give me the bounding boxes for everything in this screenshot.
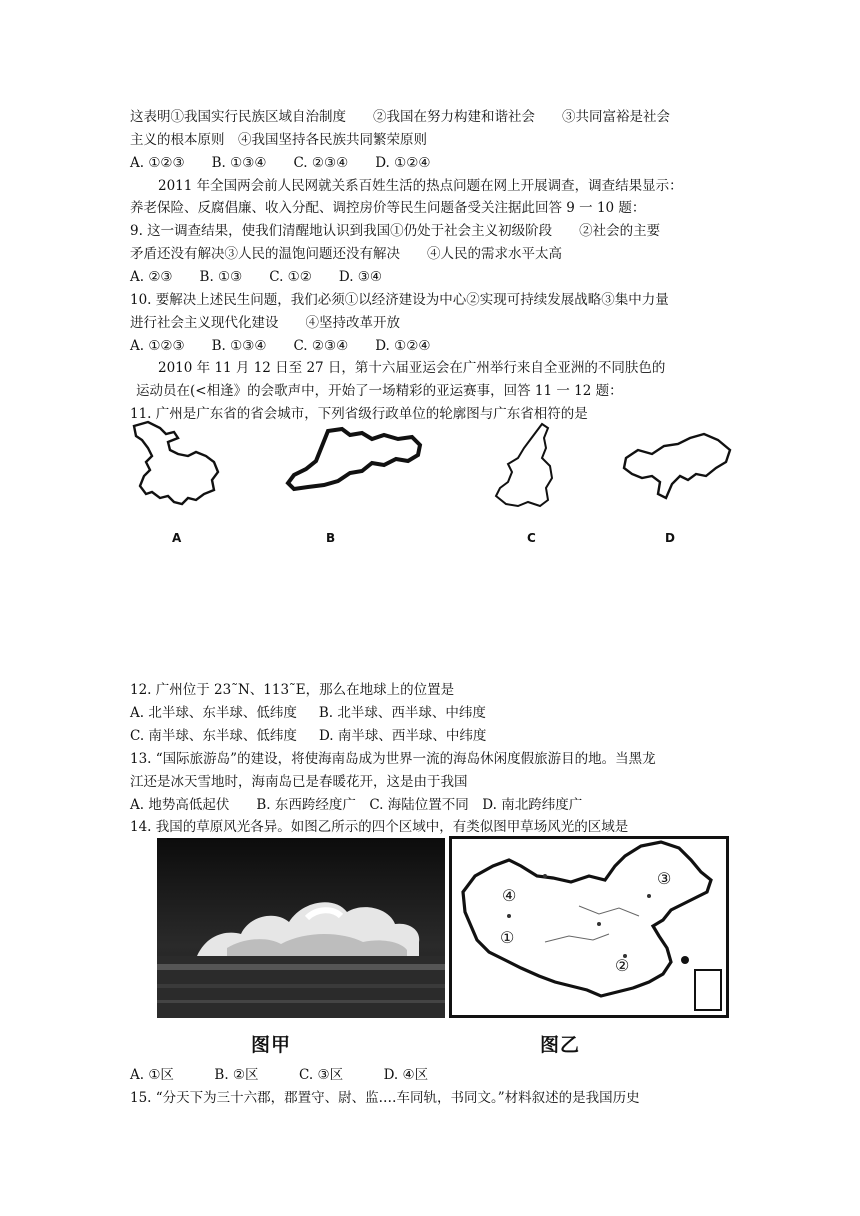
option-d: D. 南半球、西半球、中纬度: [318, 728, 487, 744]
figure-caption-right: 图乙: [540, 1034, 581, 1056]
map-marker-2: ②: [615, 956, 630, 975]
outline-label-b: B: [326, 531, 336, 545]
china-region-map: [449, 836, 729, 1018]
province-outline-a: [130, 420, 230, 510]
province-outline-b: [280, 425, 430, 500]
map-marker-3: ③: [657, 869, 672, 888]
province-outline-d: [618, 428, 738, 508]
option-c: C. 南半球、东半球、低纬度: [130, 728, 297, 744]
text-line: 养老保险、反腐倡廉、收入分配、调控房价等民生问题备受关注据此回答 9 一 10 题：: [130, 200, 646, 216]
outline-label-c: C: [527, 531, 536, 545]
question-14: 14. 我国的草原风光各异。如图乙所示的四个区域中，有类似图甲草场风光的区域是: [130, 819, 629, 835]
outline-label-a: A: [172, 531, 182, 545]
text-line: 2010 年 11 月 12 日至 27 日，第十六届亚运会在广州举行来自全亚洲的不同肤色的: [158, 360, 666, 376]
options-line: [130, 727, 740, 745]
text-line: 2011 年全国两会前人民网就关系百姓生活的热点问题在网上开展调查，调查结果显示：: [158, 178, 683, 194]
text-line: 江还是冰天雪地时，海南岛已是春暖花开，这是由于我国: [130, 774, 468, 790]
province-outline-c: [490, 422, 560, 512]
figure-caption-left: 图甲: [251, 1034, 292, 1056]
text-line: 主义的根本原则 ④我国坚持各民族共同繁荣原则: [130, 132, 427, 148]
question-11: 11. 广州是广东省的省会城市，下列省级行政单位的轮廓图与广东省相符的是: [130, 406, 588, 422]
options-line: [130, 704, 740, 722]
map-marker-1: ①: [500, 928, 515, 947]
options-line: A. 地势高低起伏 B. 东西跨经度广 C. 海陆位置不同 D. 南北跨纬度广: [130, 797, 583, 813]
text-line: 矛盾还没有解决③人民的温饱问题还没有解决 ④人民的需求水平太高: [130, 246, 562, 262]
outline-label-d: D: [665, 531, 675, 545]
option-a: A. 北半球、东半球、低纬度: [130, 705, 297, 721]
map-marker-4: ④: [502, 886, 517, 905]
options-line: A. ①②③ B. ①③④ C. ②③④ D. ①②④: [130, 155, 431, 171]
grassland-photo: [157, 838, 445, 1018]
question-9: 9. 这一调查结果，使我们清醒地认识到我国①仍处于社会主义初级阶段 ②社会的主要: [130, 223, 661, 239]
question-15: 15. “分天下为三十六郡，郡置守、尉、监.…车同轨，书同文。”材料叙述的是我国历史: [130, 1090, 640, 1106]
question-10: 10. 要解决上述民生问题，我们必须①以经济建设为中心②实现可持续发展战略③集中力量: [130, 292, 669, 308]
text-line: 进行社会主义现代化建设 ④坚持改革开放: [130, 315, 400, 331]
option-b: B. 北半球、西半球、中纬度: [318, 705, 486, 721]
options-line: A. ①②③ B. ①③④ C. ②③④ D. ①②④: [130, 338, 431, 354]
options-line: A. ②③ B. ①③ C. ①② D. ③④: [130, 269, 383, 285]
text-line: 运动员在(<相逢》的会歌声中，开始了一场精彩的亚运赛事，回答 11 一 12 题：: [136, 383, 623, 399]
question-12: 12. 广州位于 23˜N、113˜E，那么在地球上的位置是: [130, 682, 455, 698]
text-line: 这表明①我国实行民族区域自治制度 ②我国在努力构建和谐社会 ③共同富裕是社会: [130, 109, 670, 125]
question-13: 13. “国际旅游岛”的建设，将使海南岛成为世界一流的海岛休闲度假旅游目的地。当黑龙: [130, 751, 656, 767]
options-line: A. ①区 B. ②区 C. ③区 D. ④区: [130, 1067, 429, 1083]
